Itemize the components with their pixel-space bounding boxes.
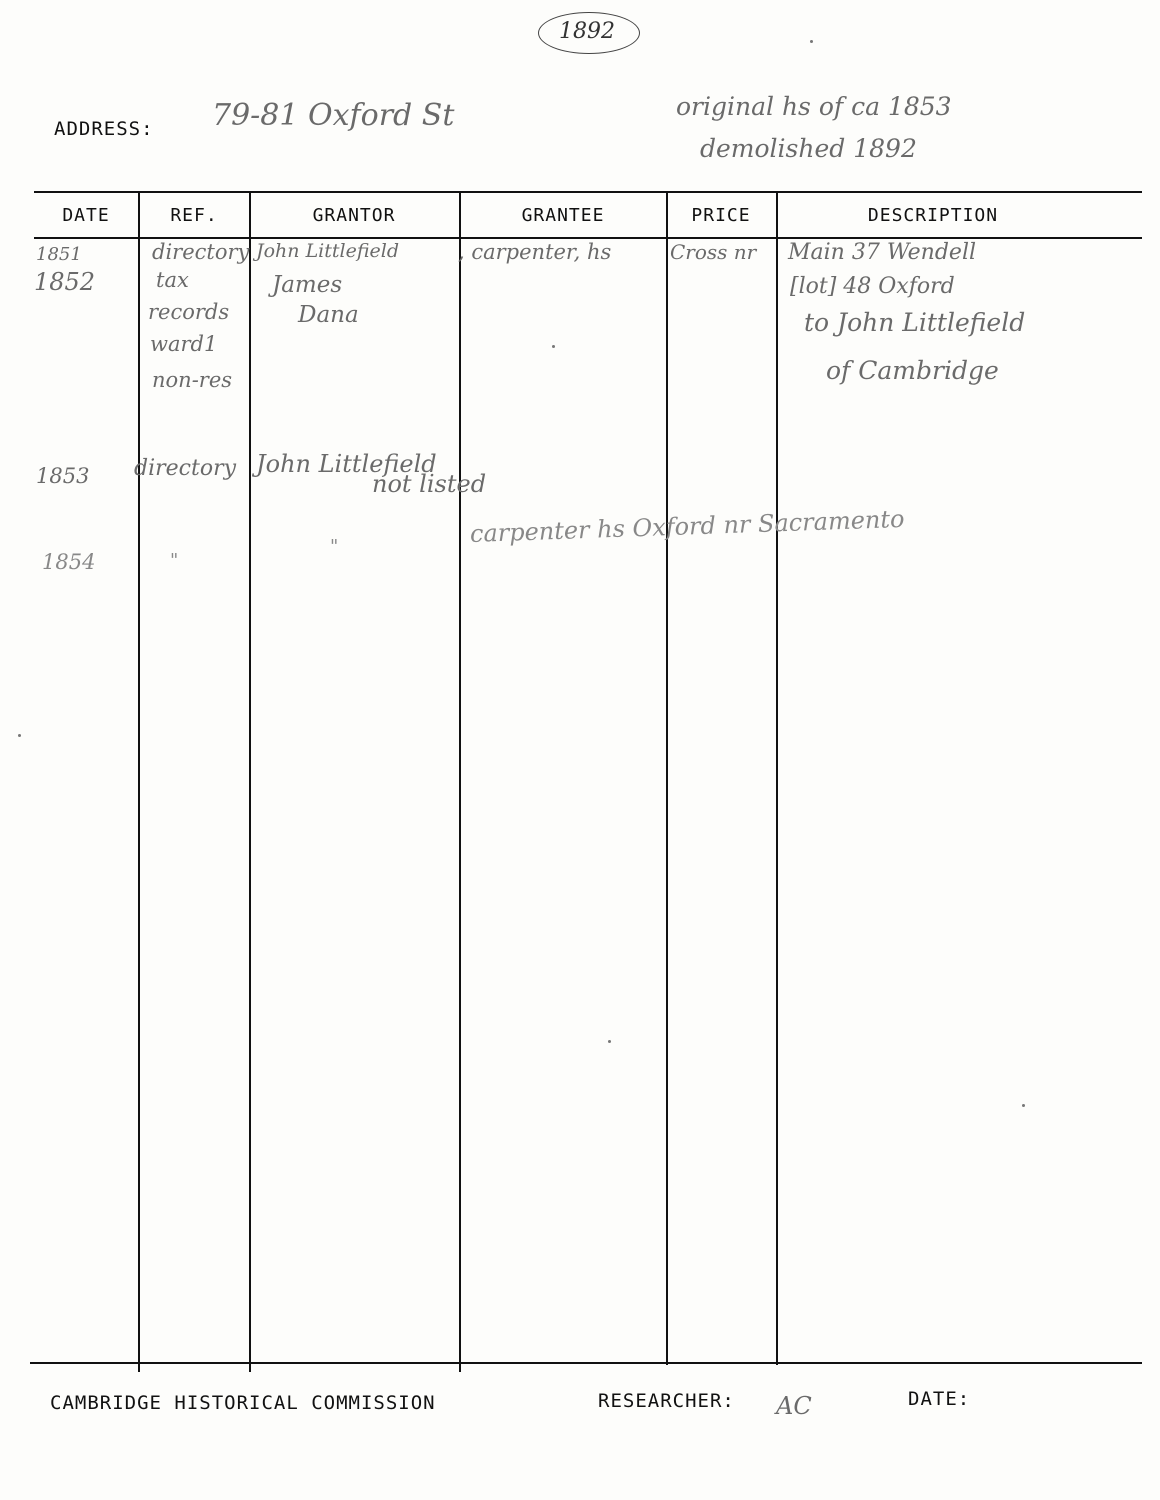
table-header-rule <box>34 237 1142 239</box>
column-divider <box>459 193 461 1372</box>
scan-speck <box>608 1040 611 1043</box>
address-value: 79-81 Oxford St <box>212 98 455 133</box>
column-divider <box>138 193 140 1372</box>
ref-cell: directory <box>152 240 250 264</box>
history-note-line1: original hs of ca 1853 <box>676 92 952 121</box>
grantor-cell: James <box>272 272 343 298</box>
grantor-ditto: " <box>330 536 339 557</box>
ref-cell: non-res <box>152 368 233 392</box>
column-header-description: DESCRIPTION <box>867 205 999 226</box>
grantee-cell: , carpenter, hs <box>458 240 612 264</box>
column-divider <box>666 193 668 1365</box>
column-header-date: DATE <box>62 205 110 226</box>
column-header-ref: REF. <box>170 205 218 226</box>
grantor-cell: John Littlefield <box>256 450 437 478</box>
description-cell: [lot] 48 Oxford <box>790 274 955 299</box>
entry-text: carpenter hs Oxford nr Sacramento <box>469 504 905 548</box>
researcher-label: RESEARCHER: <box>598 1390 735 1412</box>
date-cell: 1851 <box>36 244 82 265</box>
price-cell: Cross nr <box>670 240 757 264</box>
date-cell: 1853 <box>36 464 90 488</box>
description-cell: Main 37 Wendell <box>788 240 977 265</box>
description-cell: of Cambridge <box>826 356 999 385</box>
ref-cell: ward1 <box>150 332 218 356</box>
researcher-value: AC <box>776 1392 812 1420</box>
column-divider <box>776 193 778 1365</box>
column-header-grantor: GRANTOR <box>312 205 396 226</box>
ref-cell: records <box>148 300 230 324</box>
history-note-line2: demolished 1892 <box>700 134 917 163</box>
column-divider <box>249 193 251 1372</box>
table-top-rule <box>34 191 1142 193</box>
column-header-price: PRICE <box>691 205 751 226</box>
column-header-grantee: GRANTEE <box>521 205 605 226</box>
ref-ditto: " <box>170 550 179 571</box>
commission-name: CAMBRIDGE HISTORICAL COMMISSION <box>50 1392 436 1414</box>
date-cell: 1852 <box>34 268 96 296</box>
scan-speck <box>810 40 813 43</box>
date-label: DATE: <box>908 1388 971 1410</box>
address-label: ADDRESS: <box>54 118 154 140</box>
scan-speck <box>552 345 555 348</box>
date-cell: 1854 <box>42 550 96 574</box>
year-stamp <box>538 12 640 54</box>
scan-speck <box>1022 1104 1025 1107</box>
grantor-cell: not listed <box>372 470 487 498</box>
scan-speck <box>18 734 21 737</box>
table-bottom-rule <box>30 1362 1142 1364</box>
year-stamp-text: 1892 <box>559 19 615 44</box>
grantor-cell: Dana <box>298 302 359 328</box>
ref-cell: tax <box>156 268 189 292</box>
grantor-cell: John Littlefield <box>256 240 400 262</box>
ref-cell: directory <box>134 456 237 481</box>
description-cell: to John Littlefield <box>804 308 1026 337</box>
